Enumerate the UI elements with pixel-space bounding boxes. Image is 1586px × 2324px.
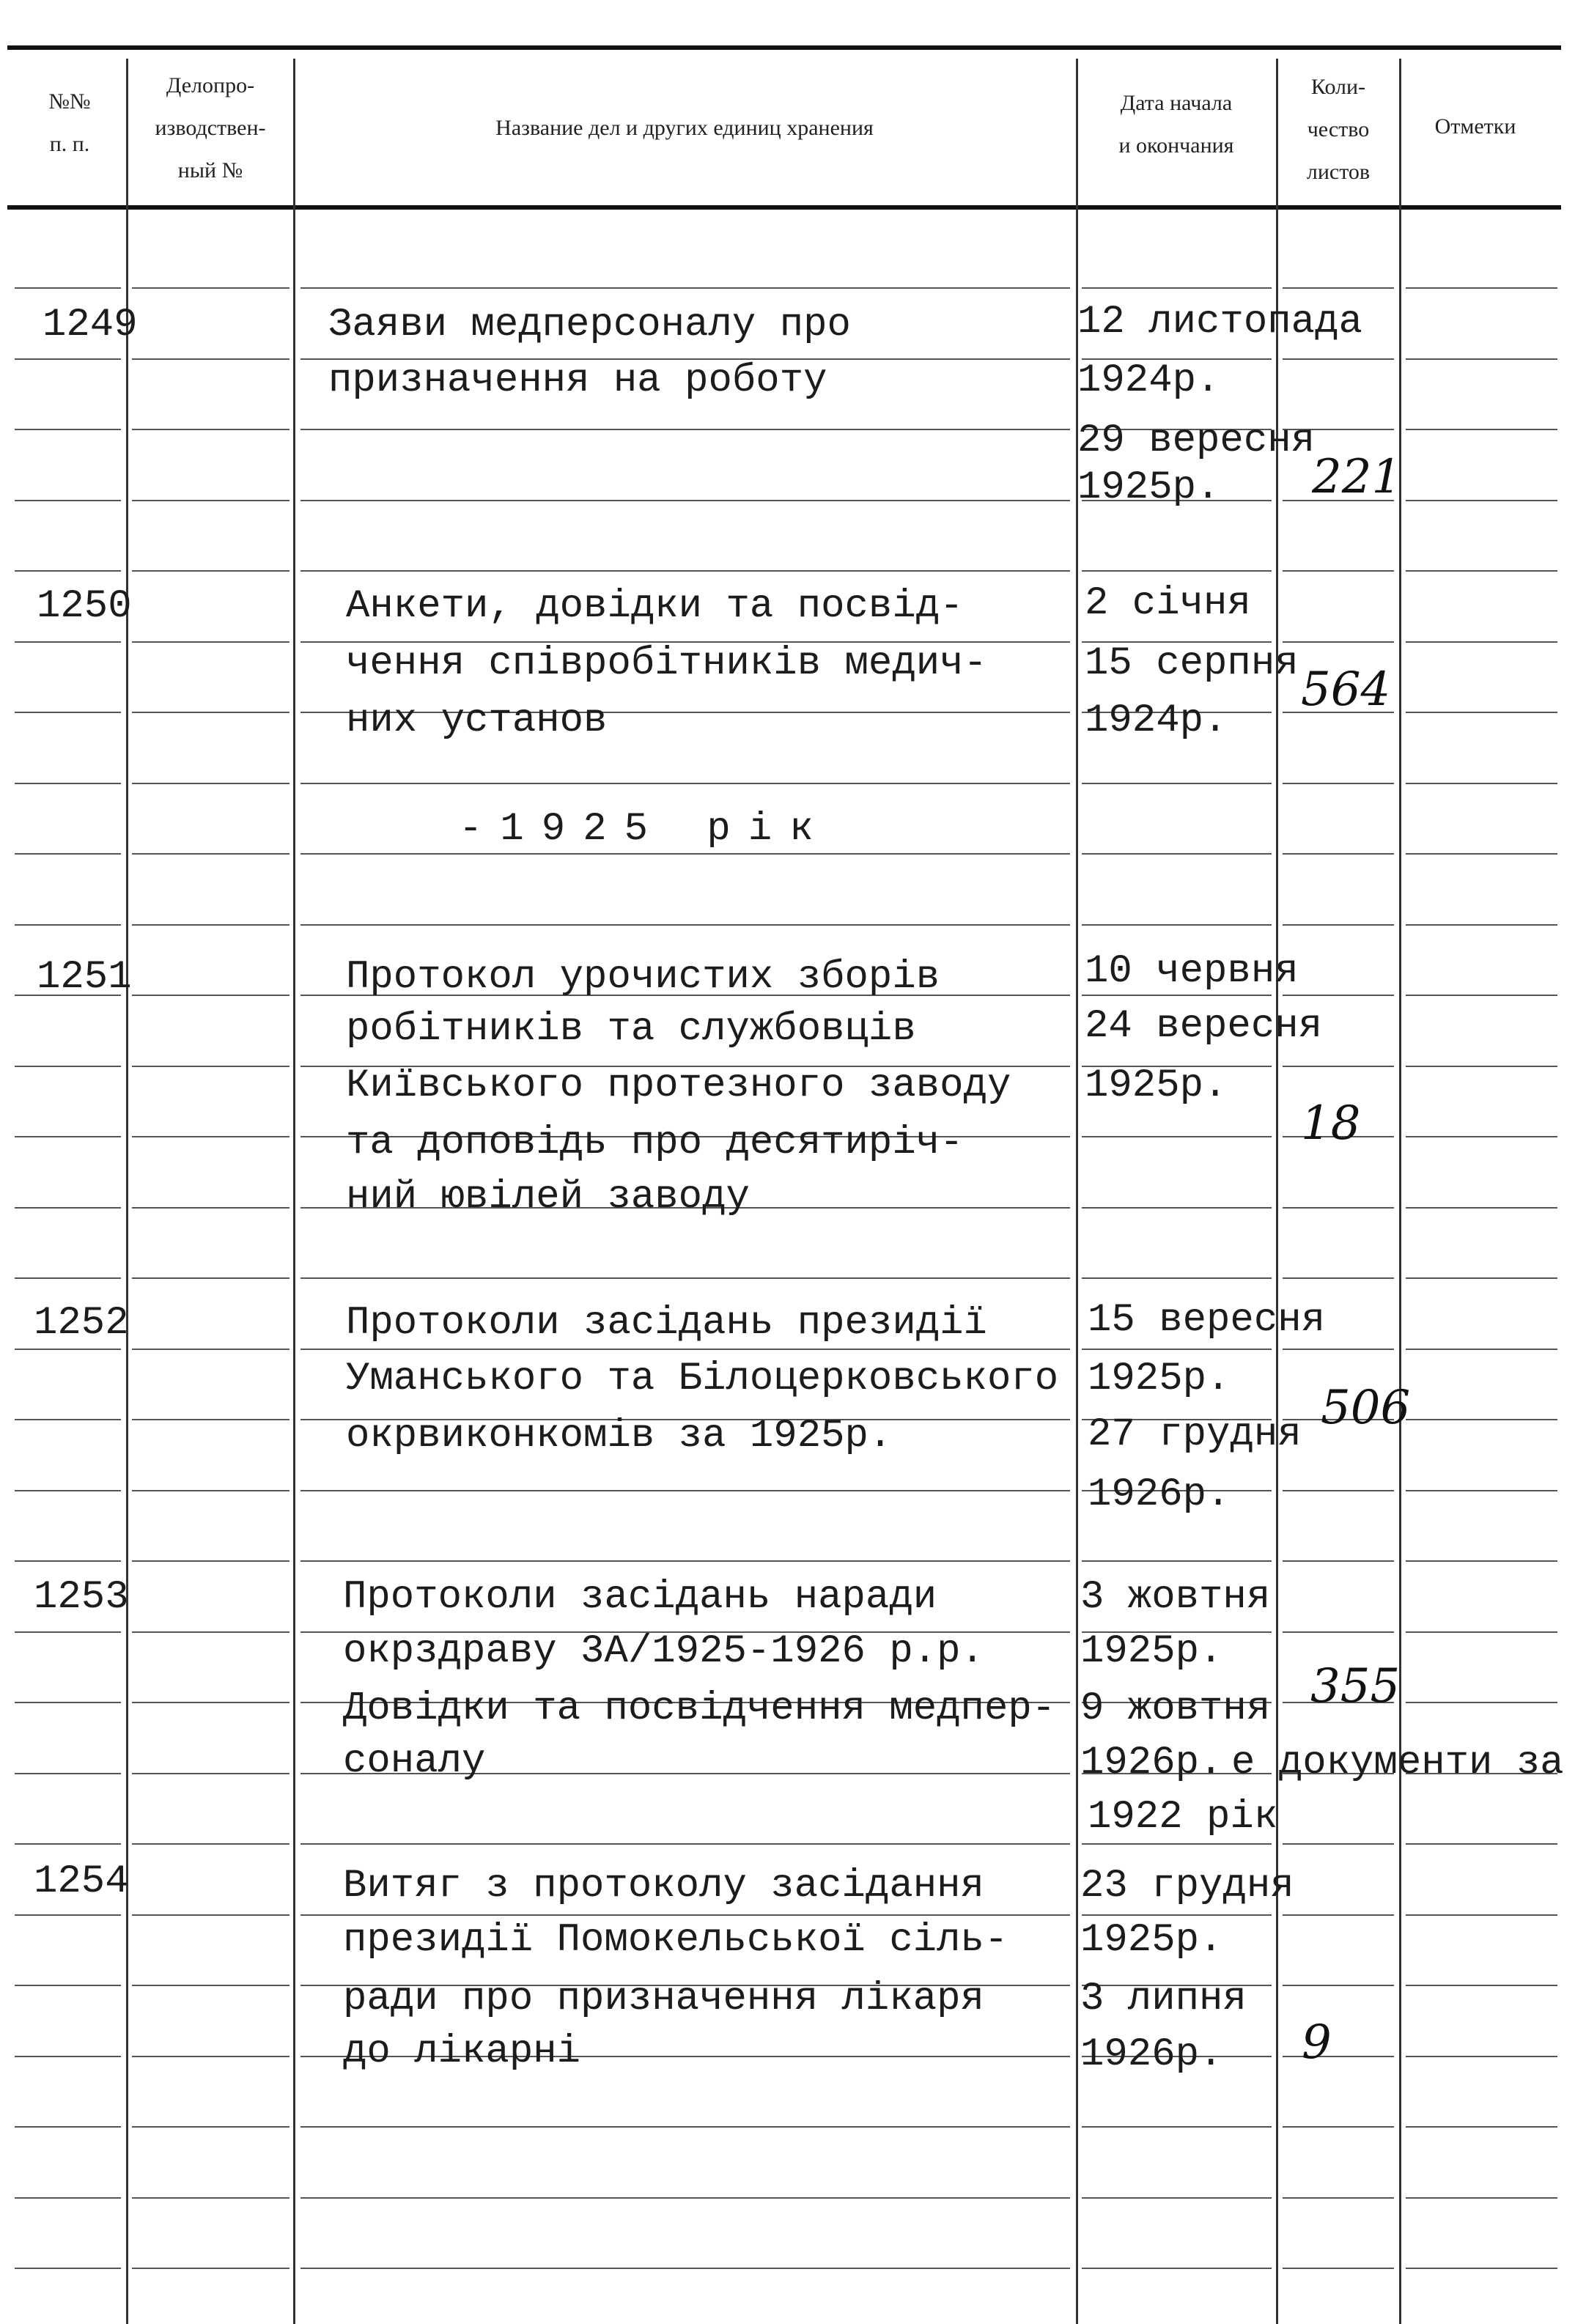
entry-date: 15 серпня <box>1085 641 1299 686</box>
ruled-line <box>1283 1277 1394 1279</box>
ruled-line <box>1406 570 1557 572</box>
ruled-line <box>1406 853 1557 855</box>
ruled-line <box>132 995 289 996</box>
ruled-line <box>300 1843 1070 1845</box>
entry-title-line: Київського протезного заводу <box>346 1063 1011 1108</box>
entry-title-line: Уманського та Білоцерковського <box>346 1357 1059 1401</box>
entry-remark: е документи за <box>1231 1741 1564 1785</box>
column-divider <box>1399 59 1401 2324</box>
ruled-line <box>300 1349 1070 1350</box>
entry-number: 1252 <box>34 1301 129 1346</box>
ruled-line <box>15 2056 121 2057</box>
entry-title-line: чення співробітників медич- <box>346 641 987 686</box>
ruled-line <box>1283 853 1394 855</box>
entry-date: 1925р. <box>1088 1357 1231 1401</box>
ruled-line <box>15 924 121 926</box>
ruled-line <box>1406 2268 1557 2269</box>
entry-date: 1926р. <box>1080 1741 1223 1785</box>
entry-date: 24 вересня <box>1085 1004 1323 1049</box>
ruled-line <box>1406 2056 1557 2057</box>
year-heading: -1925 рік <box>459 807 831 852</box>
ruled-line <box>1283 1207 1394 1209</box>
ruled-line <box>1406 2197 1557 2199</box>
entry-sheet-count: 355 <box>1310 1659 1401 1714</box>
entry-date: 12 листопада <box>1077 300 1362 344</box>
header-dates-line: и окончания <box>1118 133 1234 158</box>
entry-number: 1254 <box>34 1859 129 1904</box>
ruled-line <box>1283 1066 1394 1067</box>
entry-date: 2 січня <box>1085 581 1251 626</box>
entry-date: 15 вересня <box>1088 1298 1326 1343</box>
ruled-line <box>1082 995 1272 996</box>
ruled-line <box>132 1136 289 1137</box>
ruled-line <box>15 500 121 501</box>
ruled-line <box>300 1490 1070 1491</box>
ruled-line <box>132 2056 289 2057</box>
header-office-number <box>129 64 292 192</box>
header-office-line: изводствен- <box>155 116 266 140</box>
ruled-line <box>132 1631 289 1633</box>
column-divider <box>1276 59 1278 2324</box>
entry-title-line: призначення на роботу <box>328 358 827 403</box>
ruled-line <box>132 1207 289 1209</box>
header-number <box>15 81 125 166</box>
entry-date: 9 жовтня <box>1080 1686 1271 1731</box>
entry-sheet-count: 506 <box>1321 1381 1411 1435</box>
ruled-line <box>1406 1136 1557 1137</box>
ruled-line <box>1406 1560 1557 1562</box>
ruled-line <box>15 1136 121 1137</box>
ruled-line <box>1082 1349 1272 1350</box>
ruled-line <box>15 358 121 360</box>
header-sheets-line: Коли- <box>1310 75 1366 99</box>
ruled-line <box>1406 1843 1557 1845</box>
ruled-line <box>15 429 121 430</box>
ruled-line <box>1406 358 1557 360</box>
ruled-line <box>132 1843 289 1845</box>
ruled-line <box>15 287 121 289</box>
ruled-line <box>1283 287 1394 289</box>
ruled-line <box>1082 2268 1272 2269</box>
ruled-line <box>132 429 289 430</box>
entry-date: 23 грудня <box>1080 1864 1294 1908</box>
entry-date: 29 вересня <box>1077 418 1316 463</box>
ruled-line <box>1082 2197 1272 2199</box>
ruled-line <box>1082 853 1272 855</box>
header-number-line: №№ <box>48 89 91 114</box>
ruled-line <box>1283 2056 1394 2057</box>
ruled-line <box>1283 1631 1394 1633</box>
ruled-line <box>1283 2268 1394 2269</box>
ruled-line <box>1082 1207 1272 1209</box>
entry-title-line: окрздраву 3А/1925-1926 р.р. <box>343 1629 984 1674</box>
ruled-line <box>132 1985 289 1986</box>
entry-title-line: Заяви медперсоналу про <box>328 303 851 347</box>
ruled-line <box>15 1914 121 1916</box>
ruled-line <box>132 1914 289 1916</box>
ruled-line <box>300 853 1070 855</box>
header-dates <box>1079 82 1274 167</box>
entry-date: 1925р. <box>1080 1918 1223 1963</box>
ruled-line <box>132 1773 289 1774</box>
ruled-line <box>1406 1631 1557 1633</box>
entry-title-line: та доповідь про десятиріч- <box>346 1121 964 1165</box>
entry-date: 1926р. <box>1088 1472 1231 1517</box>
ruled-line <box>1406 2126 1557 2128</box>
ruled-line <box>15 1419 121 1420</box>
entry-title-line: ради про призначення лікаря <box>343 1977 984 2021</box>
ruled-line <box>1283 358 1394 360</box>
entry-title-line: до лікарні <box>343 2029 581 2074</box>
header-remarks: Отметки <box>1434 114 1516 139</box>
ruled-line <box>1406 1349 1557 1350</box>
ruled-line <box>1406 1066 1557 1067</box>
header-sheets-line: листов <box>1306 160 1371 184</box>
header-dates-line: Дата начала <box>1120 91 1233 115</box>
ruled-line <box>1406 1985 1557 1986</box>
ruled-line <box>300 2197 1070 2199</box>
ruled-line <box>132 783 289 784</box>
entry-title-line: ний ювілей заводу <box>346 1175 750 1220</box>
entry-sheet-count: 9 <box>1302 2015 1332 2070</box>
entry-title-line: президії Помокельської сіль- <box>343 1918 1008 1963</box>
ruled-line <box>300 1277 1070 1279</box>
entry-title-line: них установ <box>346 698 608 743</box>
ruled-line <box>300 2126 1070 2128</box>
ruled-line <box>132 924 289 926</box>
ruled-line <box>132 2126 289 2128</box>
ruled-line <box>1082 2126 1272 2128</box>
ruled-line <box>15 1349 121 1350</box>
ruled-line <box>1082 1843 1272 1845</box>
ruled-line <box>1283 1914 1394 1916</box>
ruled-line <box>132 1066 289 1067</box>
entry-title-line: Анкети, довідки та посвід- <box>346 584 964 629</box>
entry-date: 3 жовтня <box>1080 1575 1271 1620</box>
ruled-line <box>1283 1490 1394 1491</box>
ruled-line <box>132 1419 289 1420</box>
ruled-line <box>132 1560 289 1562</box>
ruled-line <box>300 783 1070 784</box>
ruled-line <box>1082 1914 1272 1916</box>
ruled-line <box>1406 712 1557 713</box>
entry-date: 1924р. <box>1085 698 1228 743</box>
entry-date: 27 грудня <box>1088 1412 1302 1457</box>
ruled-line <box>132 1702 289 1703</box>
entry-title-line: Протоколи засідань наради <box>343 1575 937 1620</box>
ruled-line <box>1082 1560 1272 1562</box>
header-title: Название дел и других единиц хранения <box>495 116 874 140</box>
ruled-line <box>132 500 289 501</box>
ruled-line <box>1283 2126 1394 2128</box>
ruled-line <box>1283 1843 1394 1845</box>
ruled-line <box>1082 924 1272 926</box>
ruled-line <box>1406 287 1557 289</box>
ruled-line <box>15 2268 121 2269</box>
ruled-line <box>15 1066 121 1067</box>
ruled-line <box>15 1490 121 1491</box>
ruled-line <box>1406 924 1557 926</box>
ruled-line <box>1283 1985 1394 1986</box>
entry-date: 1925р. <box>1085 1063 1228 1108</box>
ruled-line <box>1406 995 1557 996</box>
ruled-line <box>15 853 121 855</box>
ruled-line <box>1406 641 1557 643</box>
ruled-line <box>1406 1419 1557 1420</box>
ruled-line <box>132 712 289 713</box>
header-office-line: ный № <box>177 158 243 182</box>
column-divider <box>293 59 295 2324</box>
ruled-line <box>300 500 1070 501</box>
ruled-line <box>15 1277 121 1279</box>
ruled-line <box>132 358 289 360</box>
ruled-line <box>1283 924 1394 926</box>
ruled-line <box>1283 570 1394 572</box>
ruled-line <box>15 2197 121 2199</box>
ruled-line <box>1082 1277 1272 1279</box>
ruled-line <box>1406 1702 1557 1703</box>
ruled-line <box>300 1560 1070 1562</box>
ruled-line <box>300 287 1070 289</box>
ruled-line <box>15 1702 121 1703</box>
ruled-line <box>300 2268 1070 2269</box>
entry-number: 1253 <box>34 1575 129 1620</box>
header-sheets <box>1279 66 1398 193</box>
ruled-line <box>1283 1349 1394 1350</box>
ruled-line <box>1406 1914 1557 1916</box>
entry-date: 3 липня <box>1080 1977 1247 2021</box>
ruled-line <box>15 1560 121 1562</box>
entry-title-line: окрвиконкомів за 1925р. <box>346 1414 893 1458</box>
ruled-line <box>132 1490 289 1491</box>
ruled-line <box>1082 1136 1272 1137</box>
entry-number: 1249 <box>43 303 138 347</box>
ruled-line <box>1283 2197 1394 2199</box>
entry-title-line: Протоколи засідань президії <box>346 1301 987 1346</box>
ruled-line <box>15 1773 121 1774</box>
ruled-line <box>15 2126 121 2128</box>
ruled-line <box>1406 1490 1557 1491</box>
ruled-line <box>1406 500 1557 501</box>
ruled-line <box>300 570 1070 572</box>
ruled-line <box>15 712 121 713</box>
ruled-line <box>132 2268 289 2269</box>
ruled-line <box>15 783 121 784</box>
ruled-line <box>132 853 289 855</box>
header-office-line: Делопро- <box>166 73 255 97</box>
ruled-line <box>1283 995 1394 996</box>
ruled-line <box>15 1843 121 1845</box>
ruled-line <box>300 924 1070 926</box>
ruled-line <box>15 641 121 643</box>
column-divider <box>126 59 128 2324</box>
ruled-line <box>300 1914 1070 1916</box>
ruled-line <box>1406 1207 1557 1209</box>
ruled-line <box>132 287 289 289</box>
entry-date: 1926р. <box>1080 2032 1223 2077</box>
ruled-line <box>15 570 121 572</box>
header-number-line: п. п. <box>49 132 90 156</box>
ruled-line <box>15 1207 121 1209</box>
ruled-line <box>1082 783 1272 784</box>
ruled-line <box>15 1631 121 1633</box>
ruled-line <box>132 1349 289 1350</box>
entry-number: 1250 <box>37 584 132 629</box>
ruled-line <box>1406 1277 1557 1279</box>
entry-number: 1251 <box>37 955 132 1000</box>
header-bottom-rule <box>7 205 1561 210</box>
entry-sheet-count: 564 <box>1301 663 1391 717</box>
ruled-line <box>132 1277 289 1279</box>
entry-sheet-count: 221 <box>1312 450 1402 504</box>
entry-date: 1925р. <box>1080 1629 1223 1674</box>
ruled-line <box>1283 641 1394 643</box>
entry-date: 1924р. <box>1077 358 1220 403</box>
ruled-line <box>1283 783 1394 784</box>
entry-date: 1925р. <box>1077 465 1220 510</box>
entry-title-line: Витяг з протоколу засідання <box>343 1864 984 1908</box>
ruled-line <box>1283 1560 1394 1562</box>
entry-title-line: робітників та службовців <box>346 1007 916 1052</box>
ruled-line <box>132 2197 289 2199</box>
entry-remark: 1922 рік <box>1088 1795 1278 1840</box>
ruled-line <box>1406 429 1557 430</box>
ruled-line <box>15 1985 121 1986</box>
ruled-line <box>132 570 289 572</box>
entry-title-line: Довідки та посвідчення медпер- <box>343 1686 1056 1731</box>
entry-title-line: Протокол урочистих зборів <box>346 955 940 1000</box>
entry-date: 10 червня <box>1085 949 1299 994</box>
top-rule <box>7 45 1561 50</box>
entry-title-line: соналу <box>343 1739 486 1784</box>
ruled-line <box>1406 783 1557 784</box>
ruled-line <box>132 641 289 643</box>
ruled-line <box>1082 287 1272 289</box>
ruled-line <box>300 429 1070 430</box>
ruled-line <box>1082 570 1272 572</box>
header-sheets-line: чество <box>1307 117 1370 141</box>
entry-sheet-count: 18 <box>1301 1096 1361 1151</box>
